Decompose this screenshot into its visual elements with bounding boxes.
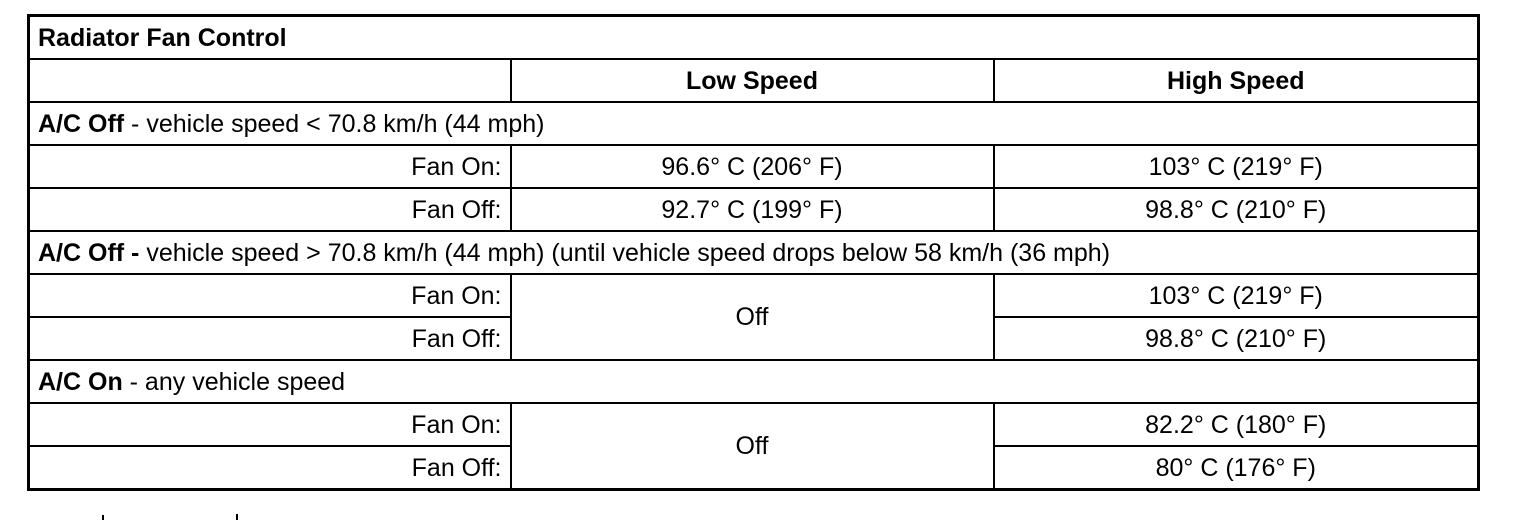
low-speed-value-merged: Off — [511, 403, 994, 490]
section-row-ac-off-high-speed — [29, 231, 1479, 274]
row-label: Fan Off: — [29, 188, 511, 231]
low-speed-value: 96.6° C (206° F) — [511, 145, 994, 188]
column-header-row — [29, 59, 1479, 102]
section-row-ac-on — [29, 360, 1479, 403]
table-row — [29, 403, 1479, 446]
table-row — [29, 274, 1479, 317]
table-row — [29, 188, 1479, 231]
section-heading-text: - vehicle speed < 70.8 km/h (44 mph) — [124, 109, 545, 138]
cropped-text-fragment — [40, 512, 260, 520]
row-label: Fan Off: — [29, 317, 511, 360]
section-heading-text: vehicle speed > 70.8 km/h (44 mph) (until vehicle speed drops below 58 km/h (36 mph) — [139, 238, 1111, 267]
high-speed-value: 82.2° C (180° F) — [994, 403, 1479, 446]
low-speed-value: 92.7° C (199° F) — [511, 188, 994, 231]
high-speed-value: 103° C (219° F) — [994, 145, 1479, 188]
radiator-fan-control-table — [27, 14, 1480, 491]
column-header-low-speed: Low Speed — [511, 59, 994, 102]
section-heading — [29, 360, 1479, 403]
table-title-row — [29, 16, 1479, 60]
section-heading-text: - any vehicle speed — [122, 367, 346, 396]
section-heading-bold: A/C Off - — [38, 238, 140, 267]
low-speed-value-merged: Off — [511, 274, 994, 360]
section-row-ac-off-low-speed — [29, 102, 1479, 145]
section-heading — [29, 102, 1479, 145]
section-heading — [29, 231, 1479, 274]
high-speed-value: 98.8° C (210° F) — [994, 317, 1479, 360]
column-header-blank — [29, 59, 511, 102]
high-speed-value: 98.8° C (210° F) — [994, 188, 1479, 231]
section-heading-bold: A/C On — [38, 367, 123, 396]
table-row — [29, 145, 1479, 188]
row-label: Fan On: — [29, 403, 511, 446]
row-label: Fan Off: — [29, 446, 511, 490]
row-label: Fan On: — [29, 145, 511, 188]
high-speed-value: 103° C (219° F) — [994, 274, 1479, 317]
row-label: Fan On: — [29, 274, 511, 317]
section-heading-bold: A/C Off — [38, 109, 125, 138]
column-header-high-speed: High Speed — [994, 59, 1479, 102]
table-title: Radiator Fan Control — [29, 16, 1479, 60]
high-speed-value: 80° C (176° F) — [994, 446, 1479, 490]
